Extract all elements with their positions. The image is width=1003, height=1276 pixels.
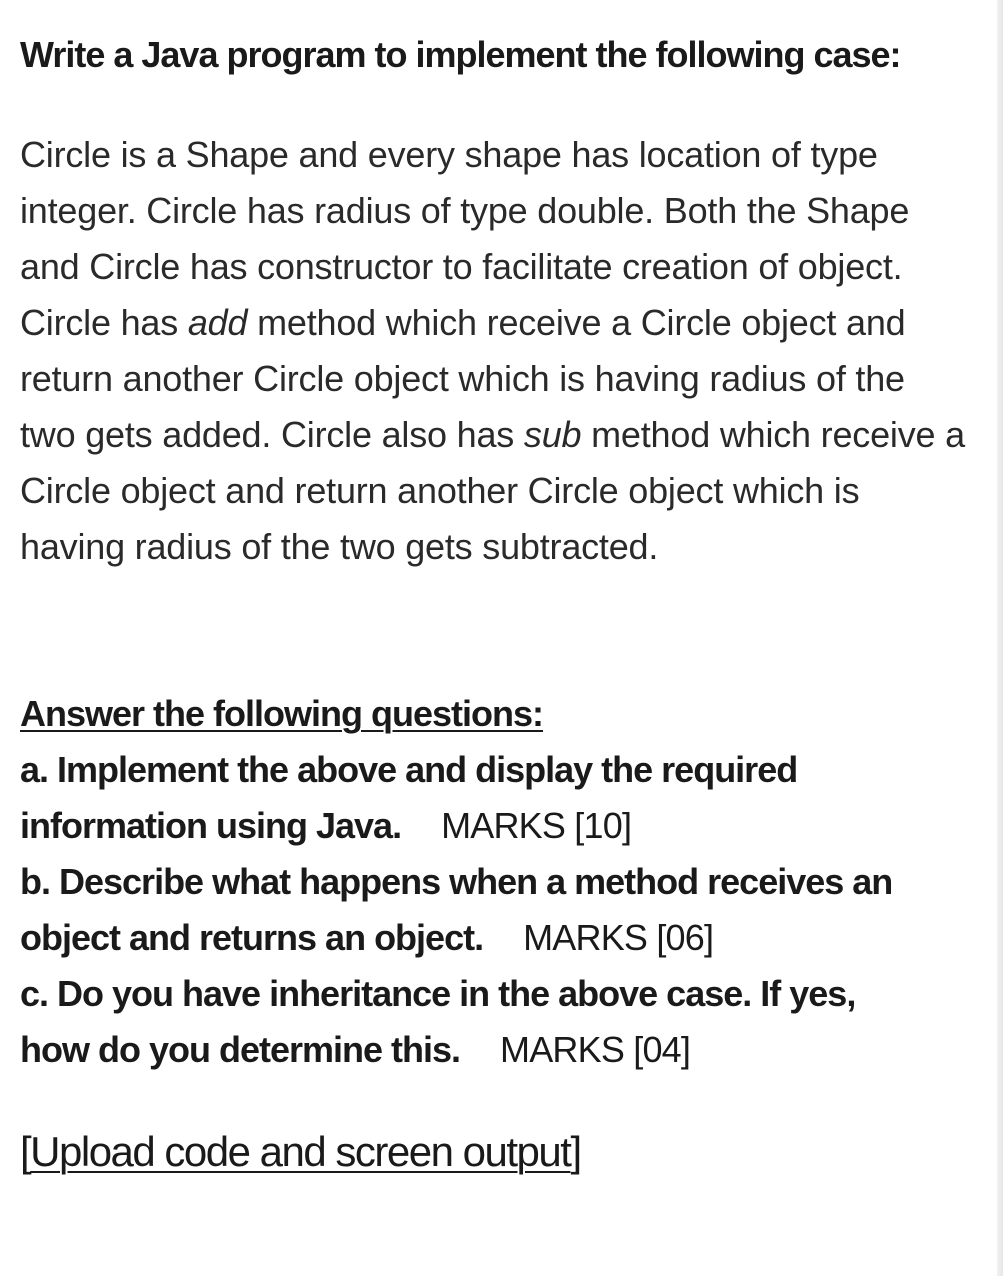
document-content [20,28,970,1182]
question-b-text: object and returns an object. [20,917,484,958]
question-a-line-1: a. Implement the above and display the required [20,749,798,790]
question-c-marks: MARKS [04] [500,1029,691,1070]
upload-link[interactable]: Upload code and screen output [30,1128,571,1175]
question-b-line-2 [20,910,970,966]
question-heading: Write a Java program to implement the following case: [20,34,901,75]
question-a-text: information using Java. [20,805,402,846]
case-text-part-1: Circle is a Shape and every shape has location of type integer. Circle has radius of type double. Both the Shape and Circle has constructor to facilitate creation of object. Circle has [20,134,910,343]
upload-bracket-close: ] [570,1128,581,1175]
question-a-line-2 [20,798,970,854]
upload-instruction [20,1122,970,1182]
case-description [20,127,970,575]
question-c-line-1: c. Do you have inheritance in the above case. If yes, [20,973,856,1014]
page-edge-shadow [997,0,1003,1276]
sub-method-name: sub [523,414,582,455]
add-method-name: add [187,302,248,343]
questions-section [20,686,970,1078]
question-b-marks: MARKS [06] [523,917,714,958]
question-c-text: how do you determine this. [20,1029,461,1070]
questions-title: Answer the following questions: [20,693,544,734]
case-text-part-2: method which receive a Circle object and return another Circle object which is having radius of the two gets added. Circle also has [20,302,906,455]
question-b-line-1: b. Describe what happens when a method receives an [20,861,893,902]
question-c-line-2 [20,1022,970,1078]
upload-bracket-open: [ [20,1128,31,1175]
question-a-marks: MARKS [10] [441,805,632,846]
case-text-part-3: method which receive a Circle object and return another Circle object which is having radius of the two gets subtracted. [20,414,965,567]
